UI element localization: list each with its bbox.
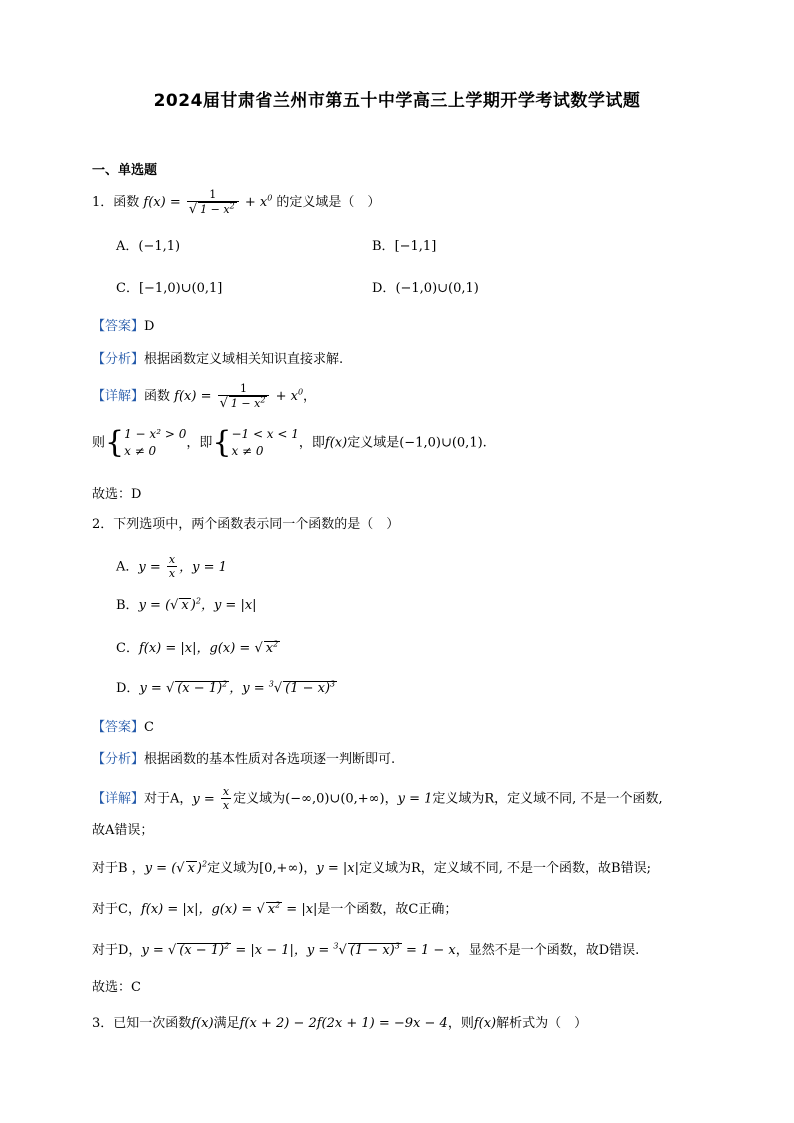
q3-stem: 3．已知一次函数f(x)满足f(x + 2) − 2f(2x + 1) = −9x − 4，则f(x)解析式为（ ） xyxy=(92,1016,588,1031)
q2-analysis: 【分析】根据函数的基本性质对各选项逐一判断即可. xyxy=(92,752,396,767)
q1-option-a: A．(−1,1) xyxy=(116,239,181,254)
q1-answer: 【答案】D xyxy=(92,319,155,334)
page-title: 2024届甘肃省兰州市第五十中学高三上学期开学考试数学试题 xyxy=(153,91,641,111)
q1-option-c: C．[−1,0)∪(0,1] xyxy=(116,281,223,296)
q1-detail-formula: f(x) = $\frac{1}{√ 1 - x^2}$ + $x^0$ xyxy=(174,382,304,411)
q2-option-b: B．y = (√ x )$^2$，y = |x| xyxy=(116,596,257,613)
q1-detail: 【详解】函数 f(x) = $\frac{1}{√ 1 - x^2}$ + $x^0$， xyxy=(92,382,317,411)
q2-option-a: A．y = $\frac{x}{x}$ ，y = 1 xyxy=(116,553,227,580)
q2-detail-b: 对于B ，y = (√ x )$^2$定义域为[0,+∞)，y = |x|定义域为R，定义域不同, 不是一个函数，故B错误; xyxy=(92,859,651,876)
section-heading: 一、单选题 xyxy=(92,163,158,178)
q1-function-formula: f(x) = $\frac{1}{√ 1 - x^2}$ + $x^0$ xyxy=(143,188,273,217)
q2-detail-a: 【详解】对于A，y = $\frac{x}{x}$ 定义域为(−∞,0)∪(0,+∞)，y = 1定义域为R，定义域不同, 不是一个函数, xyxy=(92,785,663,812)
q1-option-b: B．[−1,1] xyxy=(372,239,437,254)
q2-answer: 【答案】C xyxy=(92,720,154,735)
q1-stem-prefix: 1．函数 xyxy=(92,195,140,210)
q1-option-d: D．(−1,0)∪(0,1) xyxy=(372,281,479,296)
q2-detail-a-end: 故A错误； xyxy=(92,823,154,838)
q2-detail-c: 对于C，f(x) = |x|，g(x) = √ $x^2 = |x|$是一个函数，故C正确； xyxy=(92,900,458,917)
q2-option-c: C．f(x) = |x|，g(x) = √ $x^2$ xyxy=(116,639,279,656)
q2-detail-d: 对于D，y = √ $(x - 1)^2 = |x - 1|$，y = $^3$√ $(1 - x)^3 = 1 - x$，显然不是一个函数，故D错误. xyxy=(92,941,640,958)
q1-analysis: 【分析】根据函数定义域相关知识直接求解. xyxy=(92,352,344,367)
q1-stem xyxy=(92,188,380,217)
q1-conditions: 则{1 − x² > 0 x ≠ 0，即{−1 < x < 1 x ≠ 0，即f(x)定义域是(−1,0)∪(0,1). xyxy=(92,425,487,460)
q1-choice: 故选：D xyxy=(92,487,142,502)
q2-stem: 2．下列选项中，两个函数表示同一个函数的是（ ） xyxy=(92,517,400,532)
q1-stem-suffix: 的定义域是（ ） xyxy=(276,195,381,210)
q2-choice: 故选：C xyxy=(92,980,141,995)
q2-option-d: D．y = √ $(x - 1)^2$ ，y = $^3$√ $(1 - x)^3$ xyxy=(116,679,336,696)
